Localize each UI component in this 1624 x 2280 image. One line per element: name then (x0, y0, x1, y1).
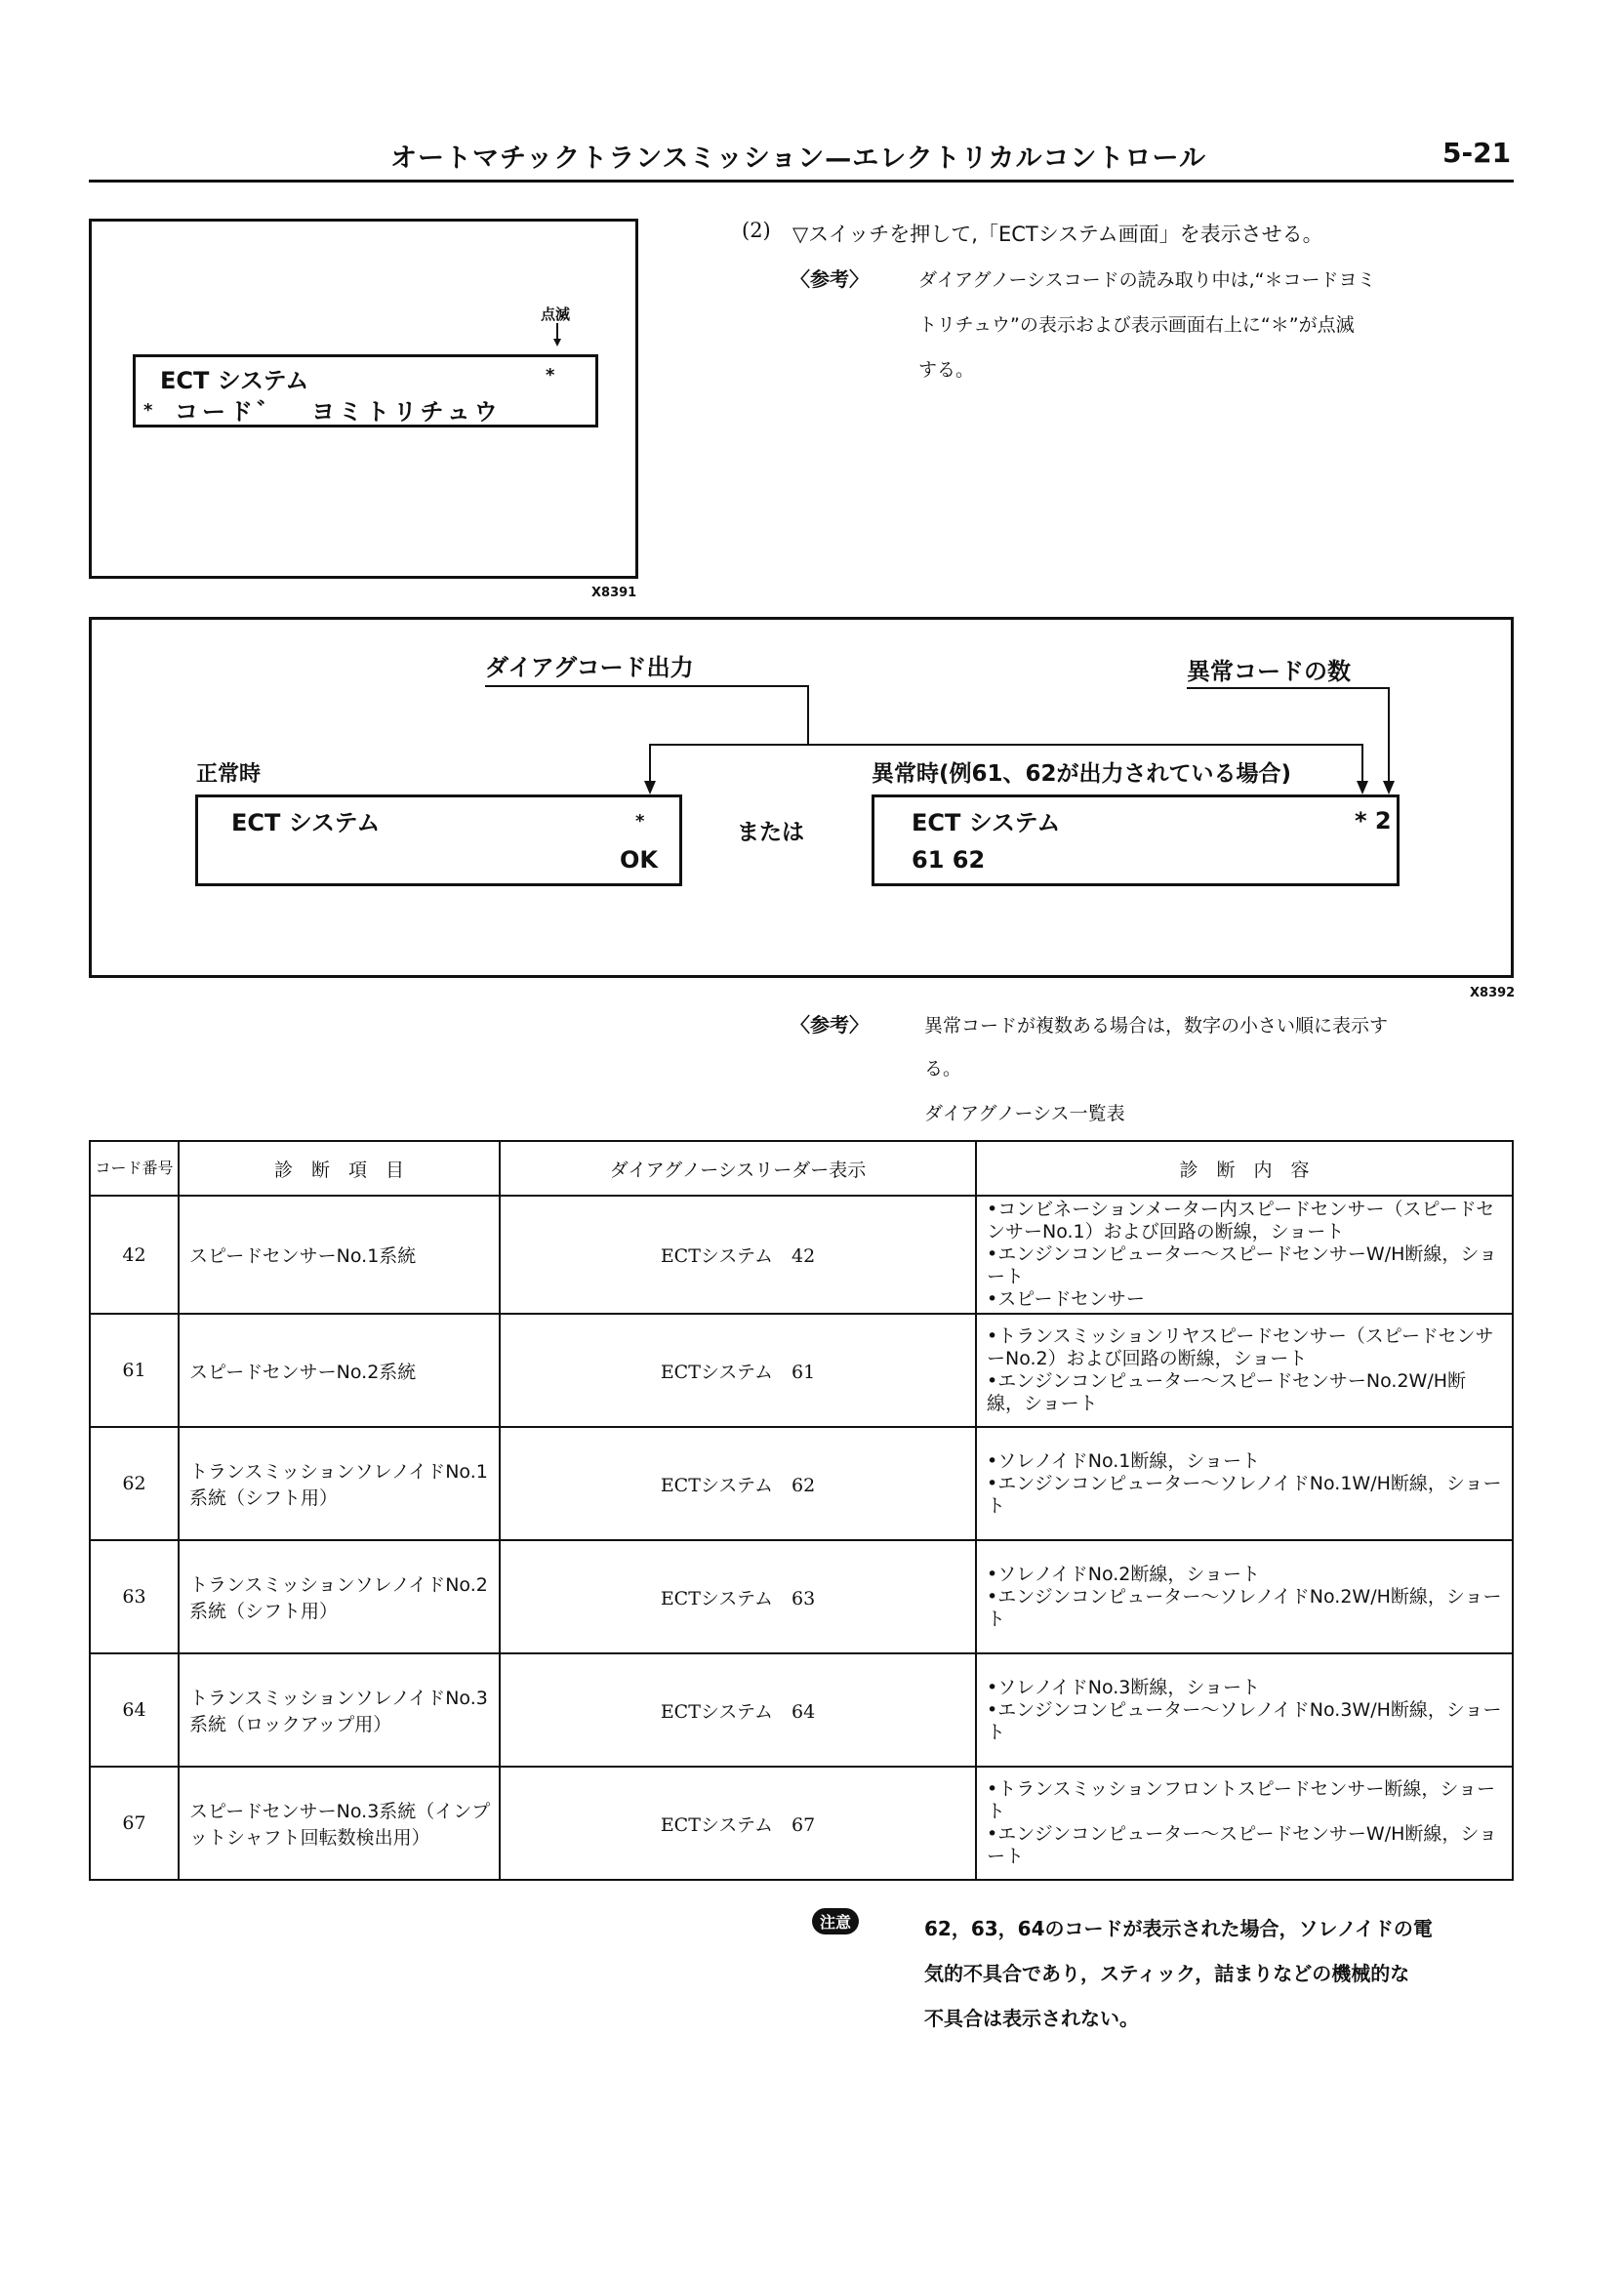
caution-line: 不具合は表示されない。 (924, 2007, 1139, 2030)
arrow-down-icon (1383, 781, 1395, 794)
display-cell: ECTシステム 63 (500, 1540, 976, 1653)
content-cell (976, 1653, 1513, 1767)
reference-label: 〈参考〉 (791, 1013, 869, 1037)
connector-line (1187, 687, 1390, 689)
connector-line (807, 685, 809, 746)
item-cell: スピードセンサーNo.3系統（インプットシャフト回転数検出用） (179, 1767, 500, 1880)
connector-line (1361, 744, 1363, 783)
connector-line (649, 744, 651, 783)
content-line: •エンジンコンピューター〜スピードセンサーW/H断線，ショート (987, 1243, 1498, 1287)
step-text: ▽スイッチを押して,「ECTシステム画面」を表示させる。 (792, 223, 1323, 246)
content-line: •コンビネーションメーター内スピードセンサー（スピードセンサーNo.1）および回路の断線，ショート (987, 1199, 1495, 1242)
reference-line: する。 (918, 359, 975, 381)
page-header-title: オートマチックトランスミッション—エレクトリカルコントロール (390, 143, 1206, 174)
display-cell: ECTシステム 62 (500, 1427, 976, 1540)
abnormal-count-label: 異常コードの数 (1187, 658, 1351, 685)
or-label: または (737, 820, 804, 845)
lcd-blink-star: * (546, 365, 555, 386)
header-rule (89, 180, 1514, 183)
figure-x8391 (89, 219, 638, 579)
code-cell: 67 (90, 1767, 179, 1880)
normal-label: 正常時 (196, 762, 262, 787)
lcd-line2: コード゛ ヨミトリチュウ (175, 398, 502, 426)
display-cell: ECTシステム 42 (500, 1196, 976, 1314)
display-cell: ECTシステム 61 (500, 1314, 976, 1427)
caution-line: 62，63，64のコードが表示された場合，ソレノイドの電 (924, 1917, 1433, 1940)
content-line: •トランスミッションリヤスピードセンサー（スピードセンサーNo.2）および回路の断線，ショート (987, 1325, 1494, 1369)
item-cell: トランスミッションソレノイドNo.2系統（シフト用） (179, 1540, 500, 1653)
reference-line: トリチュウ”の表示および表示画面右上に“＊”が点滅 (918, 314, 1355, 336)
table-row (90, 1653, 1513, 1767)
table-header-row (90, 1141, 1513, 1196)
table-row (90, 1540, 1513, 1653)
connector-line (485, 685, 809, 687)
content-cell (976, 1427, 1513, 1540)
table-title: ダイアグノーシス一覧表 (924, 1103, 1125, 1124)
table-row (90, 1314, 1513, 1427)
display-cell: ECTシステム 64 (500, 1653, 976, 1767)
lcd-normal-display (195, 794, 682, 886)
lcd-line1: ECT システム (231, 809, 381, 836)
content-line: •ソレノイドNo.2断線，ショート (987, 1563, 1260, 1585)
caution-line: 気的不具合であり，スティック，詰まりなどの機械的な (924, 1962, 1410, 1985)
header-item: 診 断 項 目 (179, 1141, 500, 1196)
figure-id: X8391 (591, 586, 637, 600)
item-cell: トランスミッションソレノイドNo.1系統（シフト用） (179, 1427, 500, 1540)
content-line: •エンジンコンピューター〜ソレノイドNo.2W/H断線，ショート (987, 1585, 1502, 1630)
step-number: (2) (742, 219, 771, 242)
lcd-star: * (635, 811, 645, 832)
abnormal-label: 異常時(例61、62が出力されている場合) (872, 761, 1292, 787)
code-cell: 42 (90, 1196, 179, 1314)
connector-line (649, 744, 1363, 746)
content-cell (976, 1196, 1513, 1314)
content-line: •ソレノイドNo.3断線，ショート (987, 1676, 1260, 1698)
reference-line: 異常コードが複数ある場合は，数字の小さい順に表示す (924, 1015, 1389, 1037)
display-cell: ECTシステム 67 (500, 1767, 976, 1880)
arrow-down-icon (644, 781, 656, 794)
item-cell: トランスミッションソレノイドNo.3系統（ロックアップ用） (179, 1653, 500, 1767)
lcd-line2-star: * (143, 400, 153, 421)
blink-arrow-icon (553, 339, 561, 346)
content-line: •エンジンコンピューター〜スピードセンサーW/H断線，ショート (987, 1823, 1498, 1867)
header-code: コード番号 (90, 1141, 179, 1196)
table-row (90, 1767, 1513, 1880)
content-line: •スピードセンサー (987, 1288, 1145, 1310)
content-cell (976, 1540, 1513, 1653)
content-cell (976, 1767, 1513, 1880)
arrow-down-icon (1357, 781, 1368, 794)
reference-label: 〈参考〉 (791, 267, 869, 291)
figure-id: X8392 (1470, 986, 1516, 1000)
table-row (90, 1196, 1513, 1314)
code-cell: 63 (90, 1540, 179, 1653)
lcd-abnormal-display (872, 794, 1400, 886)
blink-label: 点滅 (541, 305, 571, 323)
item-cell: スピードセンサーNo.2系統 (179, 1314, 500, 1427)
code-cell: 62 (90, 1427, 179, 1540)
code-cell: 61 (90, 1314, 179, 1427)
reference-line: る。 (924, 1058, 962, 1079)
content-line: •エンジンコンピューター〜スピードセンサーNo.2W/H断線，ショート (987, 1370, 1467, 1414)
code-cell: 64 (90, 1653, 179, 1767)
table-row (90, 1427, 1513, 1540)
content-line: •ソレノイドNo.1断線，ショート (987, 1449, 1260, 1472)
lcd-line1: ECT システム (912, 809, 1061, 836)
header-display: ダイアグノーシスリーダー表示 (500, 1141, 976, 1196)
content-line: •エンジンコンピューター〜ソレノイドNo.3W/H断線，ショート (987, 1698, 1502, 1743)
lcd-line2: OK (620, 846, 658, 874)
connector-line (1388, 687, 1390, 783)
lcd-star-count: * 2 (1355, 807, 1392, 835)
page-number: 5-21 (1442, 137, 1512, 169)
lcd-line2: 61 62 (912, 846, 986, 874)
content-line: •トランスミッションフロントスピードセンサー断線，ショート (987, 1778, 1495, 1822)
diagnosis-table (89, 1140, 1514, 1881)
reference-line: ダイアグノーシスコードの読み取り中は,“＊コードヨミ (918, 269, 1376, 291)
lcd-line1: ECT システム (160, 367, 309, 394)
lcd-reading-display (133, 354, 598, 428)
content-line: •エンジンコンピューター〜ソレノイドNo.1W/H断線，ショート (987, 1472, 1502, 1517)
table-and-caution (89, 1140, 1514, 2041)
caution-block (89, 1906, 1514, 2041)
diag-output-label: ダイアグコード出力 (485, 654, 694, 681)
header-content: 診 断 内 容 (976, 1141, 1513, 1196)
caution-badge: 注意 (812, 1908, 859, 1934)
content-cell (976, 1314, 1513, 1427)
item-cell: スピードセンサーNo.1系統 (179, 1196, 500, 1314)
